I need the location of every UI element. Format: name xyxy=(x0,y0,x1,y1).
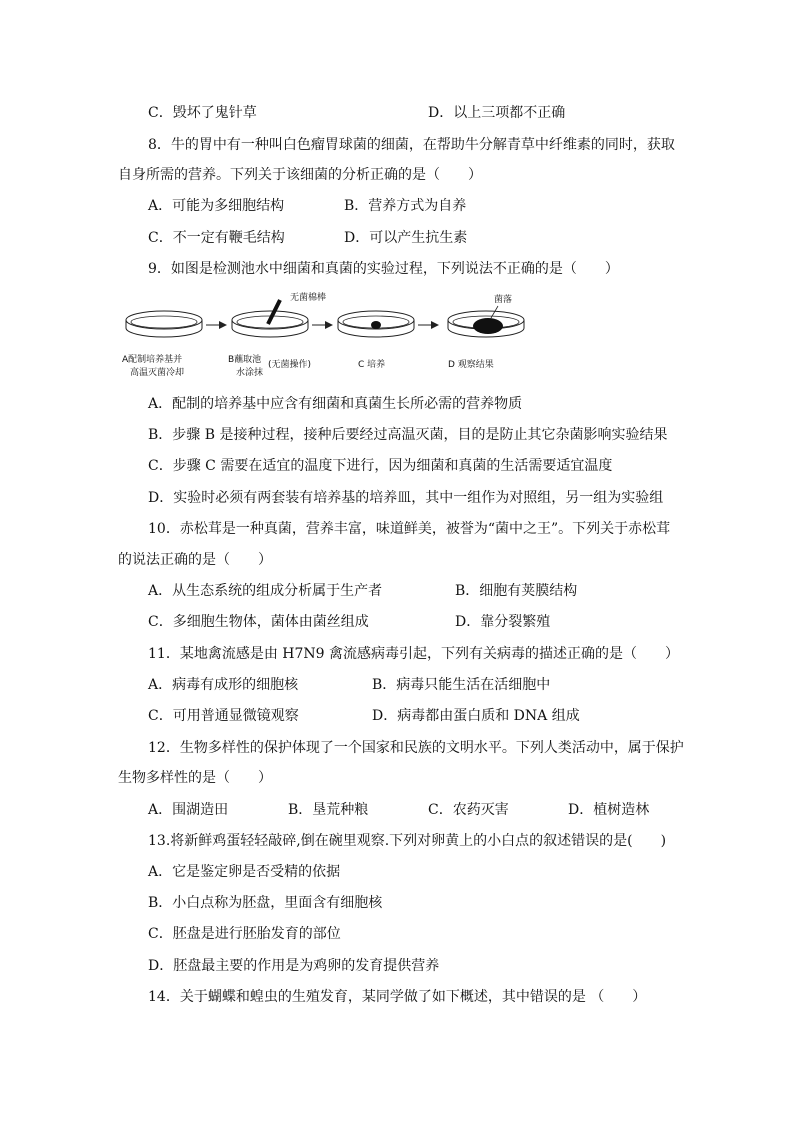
q12-option-d[interactable]: D．植树造林 xyxy=(568,802,650,818)
small-colony-dot xyxy=(371,321,381,329)
q10-stem-line1: 10．赤松茸是一种真菌，营养丰富，味道鲜美，被誉为“菌中之王”。下列关于赤松茸 xyxy=(148,521,671,537)
q11-option-c[interactable]: C．可用普通显微镜观察 xyxy=(148,708,299,724)
q12-option-b[interactable]: B．垦荒种粮 xyxy=(288,802,369,818)
q9-option-d[interactable]: D．实验时必须有两套装有培养基的培养皿，其中一组作为对照组，另一组为实验组 xyxy=(148,490,664,506)
q7-option-d[interactable]: D．以上三项都不正确 xyxy=(428,105,566,121)
colony-label: 菌落 xyxy=(494,295,513,305)
q8-option-b[interactable]: B．营养方式为自养 xyxy=(344,198,467,214)
q8-option-d[interactable]: D．可以产生抗生素 xyxy=(344,230,468,246)
q10-option-b[interactable]: B．细胞有荚膜结构 xyxy=(455,583,578,599)
q10-option-a[interactable]: A．从生态系统的组成分析属于生产者 xyxy=(148,583,383,599)
q8-stem-line1: 8．牛的胃中有一种叫白色瘤胃球菌的细菌，在帮助牛分解青草中纤维素的同时，获取 xyxy=(148,137,675,153)
q13-option-a[interactable]: A．它是鉴定卵是否受精的依据 xyxy=(148,864,341,880)
q12-stem-line1: 12．生物多样性的保护体现了一个国家和民族的文明水平。下列人类活动中，属于保护 xyxy=(148,740,684,756)
step-c-caption: C 培养 xyxy=(358,360,386,370)
step-a-caption-2: 高温灭菌冷却 xyxy=(130,368,185,378)
q13-option-d[interactable]: D．胚盘最主要的作用是为鸡卵的发育提供营养 xyxy=(148,958,440,974)
q13-option-b[interactable]: B．小白点称为胚盘，里面含有细胞核 xyxy=(148,895,383,911)
petri-dish-d xyxy=(448,306,524,337)
q9-experiment-figure xyxy=(118,288,538,383)
step-d-caption: D 观察结果 xyxy=(448,360,494,370)
step-b-note: (无菌操作) xyxy=(268,360,312,370)
q12-option-c[interactable]: C．农药灭害 xyxy=(428,802,509,818)
q11-option-d[interactable]: D．病毒都由蛋白质和 DNA 组成 xyxy=(372,708,580,724)
q8-option-c[interactable]: C．不一定有鞭毛结构 xyxy=(148,230,285,246)
q12-option-a[interactable]: A．围湖造田 xyxy=(148,802,229,818)
large-colony xyxy=(473,318,503,334)
step-a-caption-1: A配制培养基并 xyxy=(122,355,183,365)
q13-stem-line1: 13.将新鲜鸡蛋轻轻敲碎,倒在碗里观察.下列对卵黄上的小白点的叙述错误的是( ) xyxy=(148,833,667,849)
petri-dish-b xyxy=(232,300,308,337)
q7-option-c[interactable]: C．毁坏了鬼针草 xyxy=(148,105,257,121)
q13-option-c[interactable]: C．胚盘是进行胚胎发育的部位 xyxy=(148,926,341,942)
q10-stem-line2: 的说法正确的是（ ） xyxy=(118,552,272,568)
q9-option-c[interactable]: C．步骤 C 需要在适宜的温度下进行，因为细菌和真菌的生活需要适宜温度 xyxy=(148,458,613,474)
q9-option-a[interactable]: A．配制的培养基中应含有细菌和真菌生长所必需的营养物质 xyxy=(148,396,523,412)
q11-option-b[interactable]: B．病毒只能生活在活细胞中 xyxy=(372,677,551,693)
q11-stem-line1: 11．某地禽流感是由 H7N9 禽流感病毒引起，下列有关病毒的描述正确的是（ ） xyxy=(148,646,679,662)
petri-dish-c xyxy=(338,311,414,337)
petri-dish-a xyxy=(126,311,202,337)
swab-label: 无菌棉棒 xyxy=(290,293,327,303)
q10-option-c[interactable]: C．多细胞生物体，菌体由菌丝组成 xyxy=(148,614,369,630)
q8-stem-line2: 自身所需的营养。下列关于该细菌的分析正确的是（ ） xyxy=(118,167,482,183)
q14-stem-line1: 14．关于蝴蝶和蝗虫的生殖发育，某同学做了如下概述，其中错误的是 （ ） xyxy=(148,989,647,1005)
q11-option-a[interactable]: A．病毒有成形的细胞核 xyxy=(148,677,299,693)
sterile-swab-icon xyxy=(268,300,280,324)
q9-option-b[interactable]: B．步骤 B 是接种过程，接种后要经过高温灭菌，目的是防止其它杂菌影响实验结果 xyxy=(148,427,668,443)
q10-option-d[interactable]: D．靠分裂繁殖 xyxy=(455,614,551,630)
q9-stem-line1: 9．如图是检测池水中细菌和真菌的实验过程，下列说法不正确的是（ ） xyxy=(148,261,619,277)
step-b-caption-2: 水涂抹 xyxy=(236,368,264,378)
step-b-caption-1: B蘸取池 xyxy=(228,355,262,365)
q8-option-a[interactable]: A．可能为多细胞结构 xyxy=(148,198,285,214)
q12-stem-line2: 生物多样性的是（ ） xyxy=(118,770,272,786)
